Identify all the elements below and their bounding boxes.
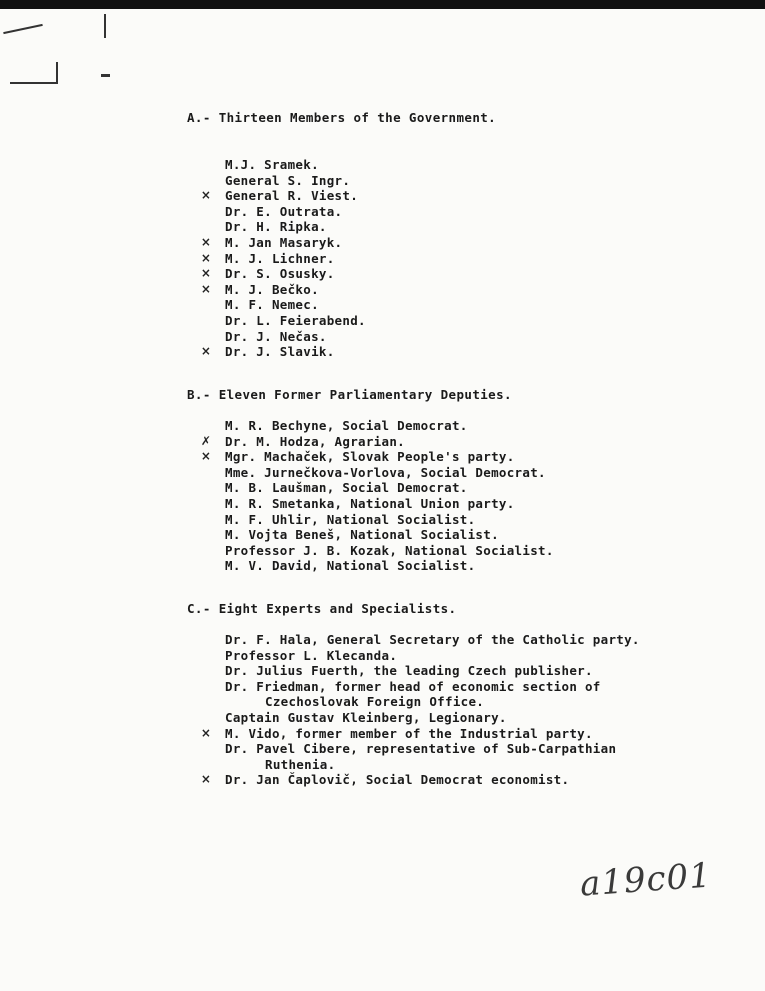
- list-item: [225, 543, 554, 559]
- entry-text: Dr. Jan Čaplovič, Social Democrat economist.: [225, 772, 570, 788]
- list-item: [225, 741, 640, 757]
- list-item: [200, 281, 366, 298]
- list-item: [225, 663, 640, 679]
- entry-text: Dr. L. Feierabend.: [225, 312, 366, 328]
- entry-text: Captain Gustav Kleinberg, Legionary.: [225, 709, 507, 725]
- list-item: [225, 465, 554, 481]
- entry-text: Dr. E. Outrata.: [225, 203, 343, 219]
- list-item: [225, 219, 366, 235]
- section-c-list: [200, 632, 640, 788]
- list-item: [200, 772, 640, 788]
- list-item: [225, 480, 554, 496]
- entry-text: Professor J. B. Kozak, National Socialist.: [225, 542, 554, 558]
- entry-text: Dr. Julius Fuerth, the leading Czech publisher.: [225, 663, 593, 679]
- check-mark-icon: ×: [200, 188, 212, 203]
- entry-text: M. J. Bečko.: [225, 281, 319, 297]
- list-item: [225, 679, 640, 695]
- entry-text: Dr. Friedman, former head of economic section of: [225, 678, 601, 694]
- entry-text: M. R. Smetanka, National Union party.: [225, 495, 515, 511]
- entry-text: M. F. Uhlir, National Socialist.: [225, 511, 476, 527]
- entry-continuation: Czechoslovak Foreign Office.: [265, 694, 485, 710]
- scan-mark: [104, 14, 106, 38]
- entry-text: Dr. S. Osusky.: [225, 266, 335, 282]
- entry-text: General S. Ingr.: [225, 172, 351, 188]
- check-mark-icon: ×: [200, 266, 212, 281]
- entry-text: M. J. Lichner.: [225, 250, 335, 266]
- section-b-heading: B.- Eleven Former Parliamentary Deputies.: [187, 387, 512, 402]
- list-item: [225, 313, 366, 329]
- check-mark-icon: ×: [200, 234, 212, 249]
- entry-text: M. R. Bechyne, Social Democrat.: [225, 418, 468, 433]
- check-mark-icon: ×: [200, 772, 212, 787]
- entry-text: Dr. J. Nečas.: [225, 328, 327, 344]
- scan-mark: [10, 82, 56, 84]
- list-item: [200, 266, 366, 282]
- list-item: [200, 344, 366, 360]
- check-mark-icon: ✗: [200, 433, 212, 448]
- entry-text: M. F. Nemec.: [225, 297, 319, 313]
- entry-text: Dr. H. Ripka.: [225, 219, 327, 235]
- entry-text: M. Vojta Beneš, National Socialist.: [225, 527, 499, 543]
- list-item: [225, 648, 640, 664]
- list-item: [200, 449, 554, 465]
- list-item: [225, 710, 640, 726]
- entry-text: M. Jan Masaryk.: [225, 234, 343, 250]
- list-item: [225, 512, 554, 528]
- scan-top-edge: [0, 0, 765, 9]
- entry-text: M. V. David, National Socialist.: [225, 558, 476, 574]
- list-item: [225, 297, 366, 313]
- list-item: [225, 204, 366, 220]
- check-mark-icon: ×: [200, 449, 212, 464]
- list-item: [200, 234, 366, 251]
- section-a-list: [200, 157, 366, 360]
- entry-text: Dr. F. Hala, General Secretary of the Catholic party.: [225, 632, 640, 647]
- list-item: [225, 329, 366, 345]
- check-mark-icon: ×: [200, 281, 212, 296]
- scan-mark: [56, 62, 58, 84]
- list-item: [225, 496, 554, 512]
- handwritten-note: a19c01: [578, 855, 714, 905]
- list-item: [225, 418, 554, 434]
- entry-text: M. Vido, former member of the Industrial party.: [225, 725, 593, 741]
- scan-mark: [101, 74, 110, 77]
- section-b-list: [200, 418, 554, 574]
- list-item: [225, 558, 554, 574]
- entry-text: Dr. M. Hodza, Agrarian.: [225, 433, 405, 449]
- entry-text: Mme. Jurnečkova-Vorlova, Social Democrat.: [225, 464, 546, 480]
- entry-text: Professor L. Klecanda.: [225, 647, 398, 663]
- entry-text: Dr. Pavel Cibere, representative of Sub-Carpathian: [225, 741, 617, 757]
- scan-mark: [3, 24, 43, 34]
- entry-continuation: Ruthenia.: [265, 756, 336, 772]
- check-mark-icon: ×: [200, 344, 212, 359]
- section-a-heading: A.- Thirteen Members of the Government.: [187, 110, 497, 125]
- check-mark-icon: ×: [200, 250, 212, 265]
- list-item: [225, 527, 554, 543]
- list-item: [225, 157, 366, 173]
- list-item: [200, 188, 366, 204]
- entry-text: General R. Viest.: [225, 188, 359, 204]
- list-item: [200, 433, 554, 450]
- list-item: [200, 250, 366, 267]
- list-item: [200, 725, 640, 742]
- check-mark-icon: ×: [200, 725, 212, 740]
- list-item: [225, 632, 640, 648]
- list-item: [225, 173, 366, 189]
- section-c-heading: C.- Eight Experts and Specialists.: [187, 601, 457, 616]
- entry-text: M. B. Laušman, Social Democrat.: [225, 480, 468, 496]
- entry-text: Dr. J. Slavik.: [225, 344, 335, 360]
- entry-text: Mgr. Machaček, Slovak People's party.: [225, 449, 515, 465]
- entry-text: M.J. Sramek.: [225, 157, 319, 172]
